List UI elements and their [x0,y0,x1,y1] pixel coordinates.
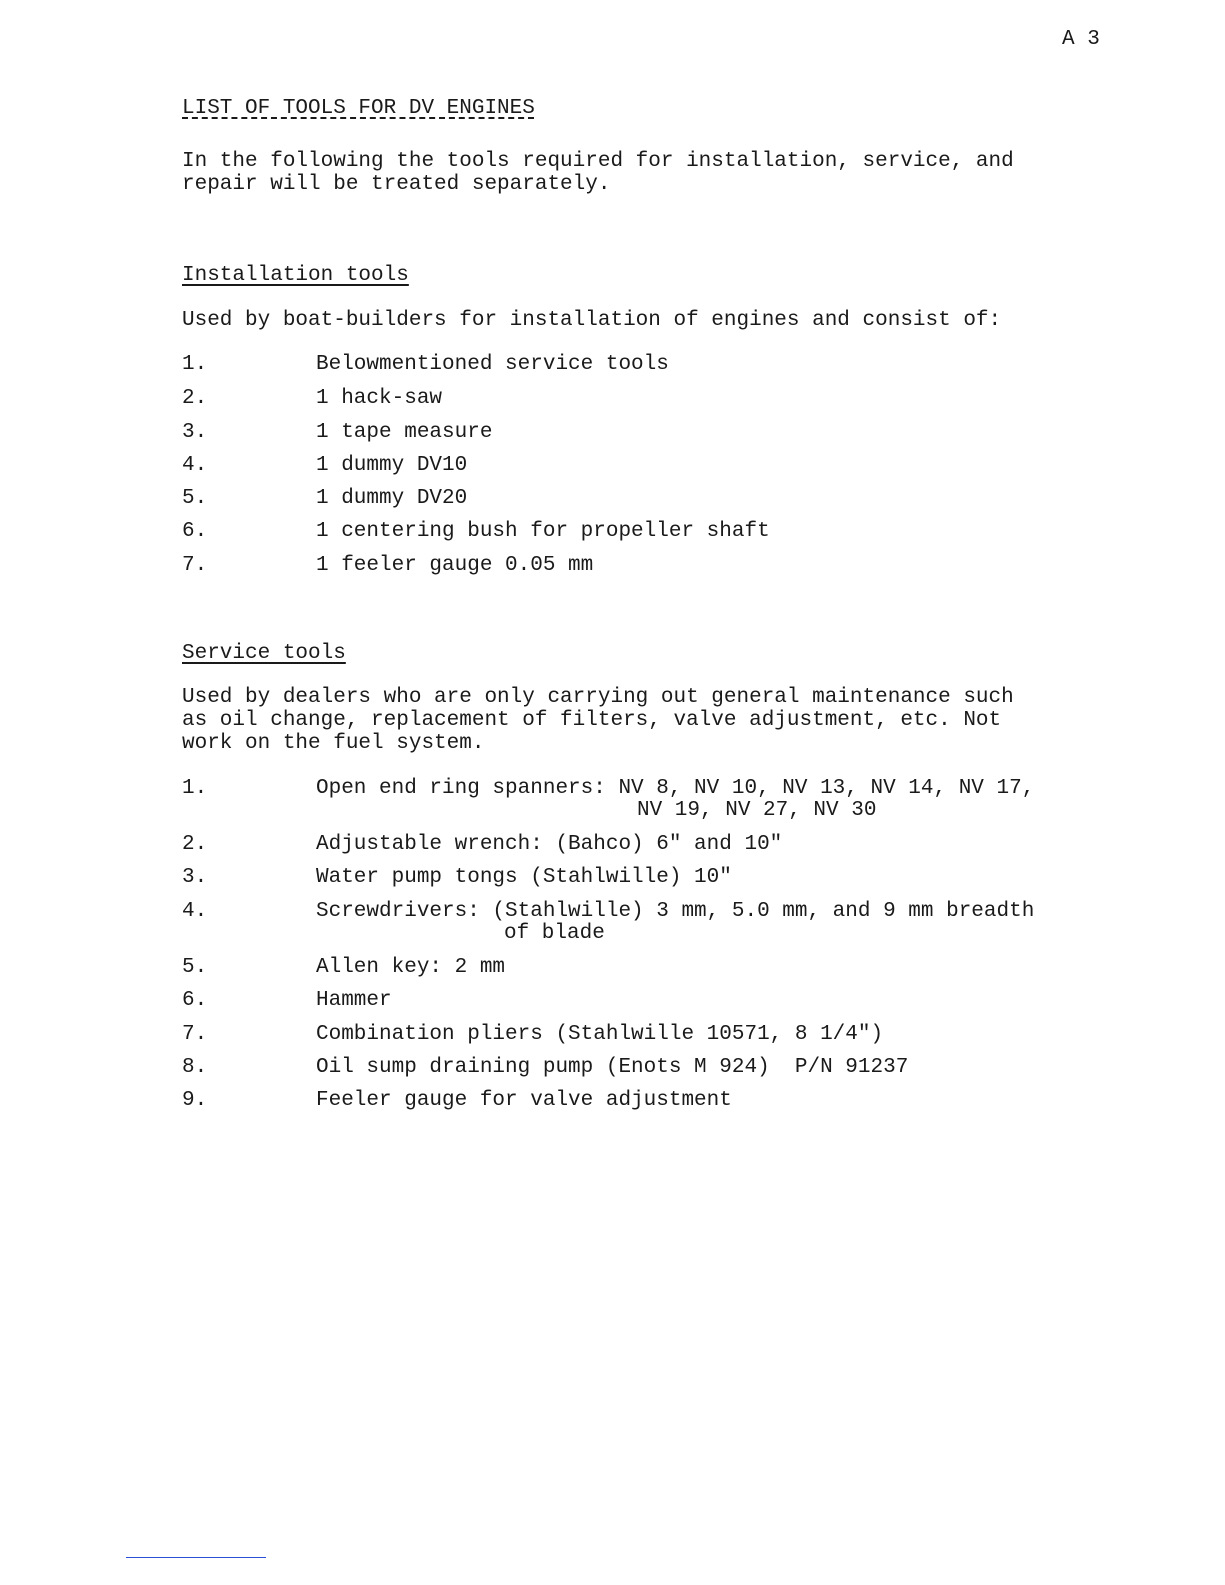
item-number: 9. [182,1089,208,1112]
item-number: 8. [182,1056,208,1079]
item-number: 1. [182,777,208,800]
item-text: Water pump tongs (Stahlwille) 10" [316,866,732,889]
installation-description: Used by boat-builders for installation of engines and consist of: [182,309,1002,332]
item-text: Screwdrivers: (Stahlwille) 3 mm, 5.0 mm, and 9 mm breadth [316,900,1035,923]
service-heading: Service tools [182,642,346,665]
item-continuation: NV 19, NV 27, NV 30 [637,799,877,822]
page-number: A 3 [1062,28,1100,51]
service-description-line: work on the fuel system. [182,732,485,755]
installation-heading: Installation tools [182,264,409,287]
item-text: 1 centering bush for propeller shaft [316,520,770,543]
page-title: LIST OF TOOLS FOR DV ENGINES [182,97,535,120]
intro-paragraph: In the following the tools required for installation, service, and repair will be treated separately. [182,150,1014,196]
item-number: 2. [182,387,208,410]
item-number: 4. [182,900,208,923]
item-text: 1 tape measure [316,421,493,444]
item-number: 3. [182,866,208,889]
service-description-line: as oil change, replacement of filters, valve adjustment, etc. Not [182,709,1002,732]
item-text: Belowmentioned service tools [316,353,669,376]
item-number: 5. [182,956,208,979]
item-number: 4. [182,454,208,477]
item-text: Open end ring spanners: NV 8, NV 10, NV 13, NV 14, NV 17, [316,777,1035,800]
item-text: Combination pliers (Stahlwille 10571, 8 1/4") [316,1023,884,1046]
item-text: Hammer [316,989,392,1012]
item-number: 2. [182,833,208,856]
item-number: 1. [182,353,208,376]
item-number: 6. [182,520,208,543]
item-text: 1 dummy DV10 [316,454,468,477]
item-text: 1 hack-saw [316,387,443,410]
item-number: 5. [182,487,208,510]
item-text: Oil sump draining pump (Enots M 924) P/N 91237 [316,1056,909,1079]
item-number: 7. [182,1023,208,1046]
service-description-line: Used by dealers who are only carrying out general maintenance such [182,686,1014,709]
item-text: Feeler gauge for valve adjustment [316,1089,732,1112]
item-text: 1 feeler gauge 0.05 mm [316,554,594,577]
item-text: Adjustable wrench: (Bahco) 6" and 10" [316,833,783,856]
item-continuation: of blade [504,922,605,945]
item-number: 6. [182,989,208,1012]
item-text: 1 dummy DV20 [316,487,468,510]
item-text: Allen key: 2 mm [316,956,506,979]
item-number: 7. [182,554,208,577]
item-number: 3. [182,421,208,444]
footnote-divider [126,1557,266,1558]
